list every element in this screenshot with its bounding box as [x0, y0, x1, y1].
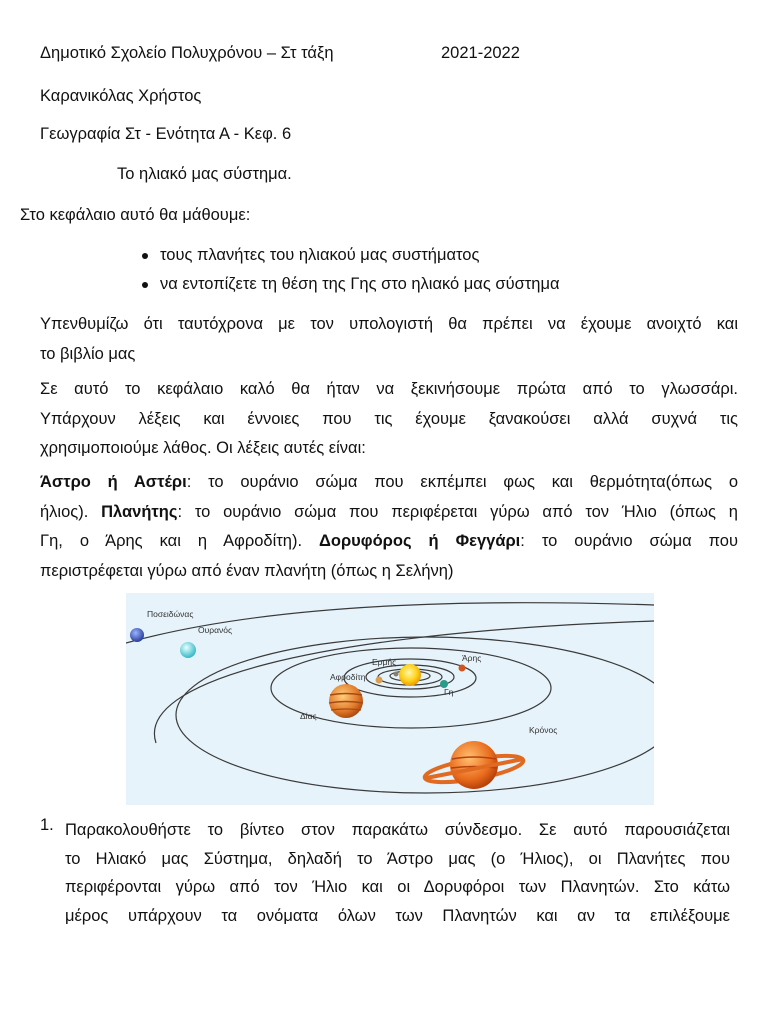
mercury-label: Ερμής — [372, 657, 397, 667]
saturn-orbit — [176, 637, 654, 793]
neptune-icon — [130, 628, 144, 642]
subject-line: Γεωγραφία Στ - Ενότητα Α - Κεφ. 6 — [40, 125, 292, 143]
list-item: τους πλανήτες του ηλιακού μας συστήματος — [118, 241, 560, 270]
uranus-icon — [180, 642, 196, 658]
glossary-intro-paragraph — [40, 375, 738, 464]
planet-term: Πλανήτης — [101, 502, 178, 521]
reminder-line: το βιβλίο μας — [40, 344, 136, 363]
neptune-orbit — [126, 603, 654, 643]
star-definition: : το ουράνιο σώμα που εκπέμπει φως και θερμότητα(όπως ο — [186, 473, 739, 491]
task-line: το Ηλιακό μας Σύστημα, δηλαδή το Άστρο μας (ο Ήλιος), οι Πλανήτες που — [65, 849, 730, 868]
task-line: Παρακολουθήστε το βίντεο στον παρακάτω σύνδεσμο. Σε αυτό παρουσιάζεται — [65, 821, 730, 839]
star-definition-end: ήλιος). — [40, 502, 89, 521]
moon-definition: : το ουράνιο σώμα που — [520, 532, 738, 550]
definition-line — [40, 527, 738, 557]
reminder-line: Υπενθυμίζω ότι ταυτόχρονα με τον υπολογιστή θα πρέπει να έχουμε ανοιχτό και — [40, 315, 738, 333]
mars-label: Άρης — [462, 653, 482, 663]
mercury-icon — [394, 672, 399, 677]
venus-icon — [376, 677, 383, 684]
neptune-label: Ποσειδώνας — [147, 609, 194, 619]
task-line: μέρος υπάρχουν τα ονόματα όλων των Πλανητών και αν τα επιλέξουμε — [65, 906, 730, 925]
objectives-list — [118, 241, 560, 299]
planet-definition: : το ουράνιο σώμα που περιφέρεται γύρω από τον Ήλιο (όπως η — [177, 502, 738, 521]
task-line: περιφέρονται γύρω από τον Ήλιο και οι Δορυφόροι των Πλανητών. Στο κάτω — [65, 878, 730, 896]
earth-label: Γη — [444, 687, 454, 697]
glossary-intro-line: Σε αυτό το κεφάλαιο καλό θα ήταν να ξεκινήσουμε πρώτα από το γλωσσάρι. — [40, 380, 738, 398]
list-item: να εντοπίζετε τη θέση της Γης στο ηλιακό μας σύστημα — [118, 270, 560, 299]
reminder-paragraph — [40, 310, 738, 369]
moon-term: Δορυφόρος ή Φεγγάρι — [319, 532, 521, 550]
jupiter-icon — [329, 684, 363, 718]
task-number: 1. — [40, 816, 54, 834]
glossary-intro-line: Υπάρχουν λέξεις και έννοιες που τις έχουμε ξανακούσει αλλά συχνά τις — [40, 409, 738, 428]
planet-definition-end: Γη, ο Άρης και η Αφροδίτη). — [40, 532, 303, 550]
definition-line — [40, 498, 738, 528]
glossary-intro-line: χρησιμοποιούμε λάθος. Οι λέξεις αυτές είναι: — [40, 439, 366, 457]
teacher-name: Καρανικόλας Χρήστος — [40, 87, 202, 105]
jupiter-label: Δίας — [300, 711, 317, 721]
definitions-paragraph — [40, 468, 738, 586]
star-term: Άστρο ή Αστέρι — [40, 473, 187, 491]
uranus-label: Ουρανός — [198, 625, 233, 635]
definition-line: περιστρέφεται γύρω από έναν πλανήτη (όπως η Σελήνη) — [40, 561, 454, 580]
solar-system-illustration — [126, 593, 654, 805]
page-title: Το ηλιακό μας σύστημα. — [117, 165, 292, 183]
school-header: Δημοτικό Σχολείο Πολυχρόνου – Στ τάξη — [40, 44, 334, 62]
venus-label: Αφροδίτη — [330, 672, 366, 682]
intro-text: Στο κεφάλαιο αυτό θα μάθουμε: — [20, 206, 251, 224]
saturn-icon — [423, 741, 525, 789]
school-year: 2021-2022 — [441, 44, 520, 62]
saturn-label: Κρόνος — [529, 725, 558, 735]
definition-line — [40, 468, 738, 498]
task-text — [65, 816, 730, 930]
sun-icon — [399, 664, 421, 686]
mars-icon — [459, 665, 466, 672]
